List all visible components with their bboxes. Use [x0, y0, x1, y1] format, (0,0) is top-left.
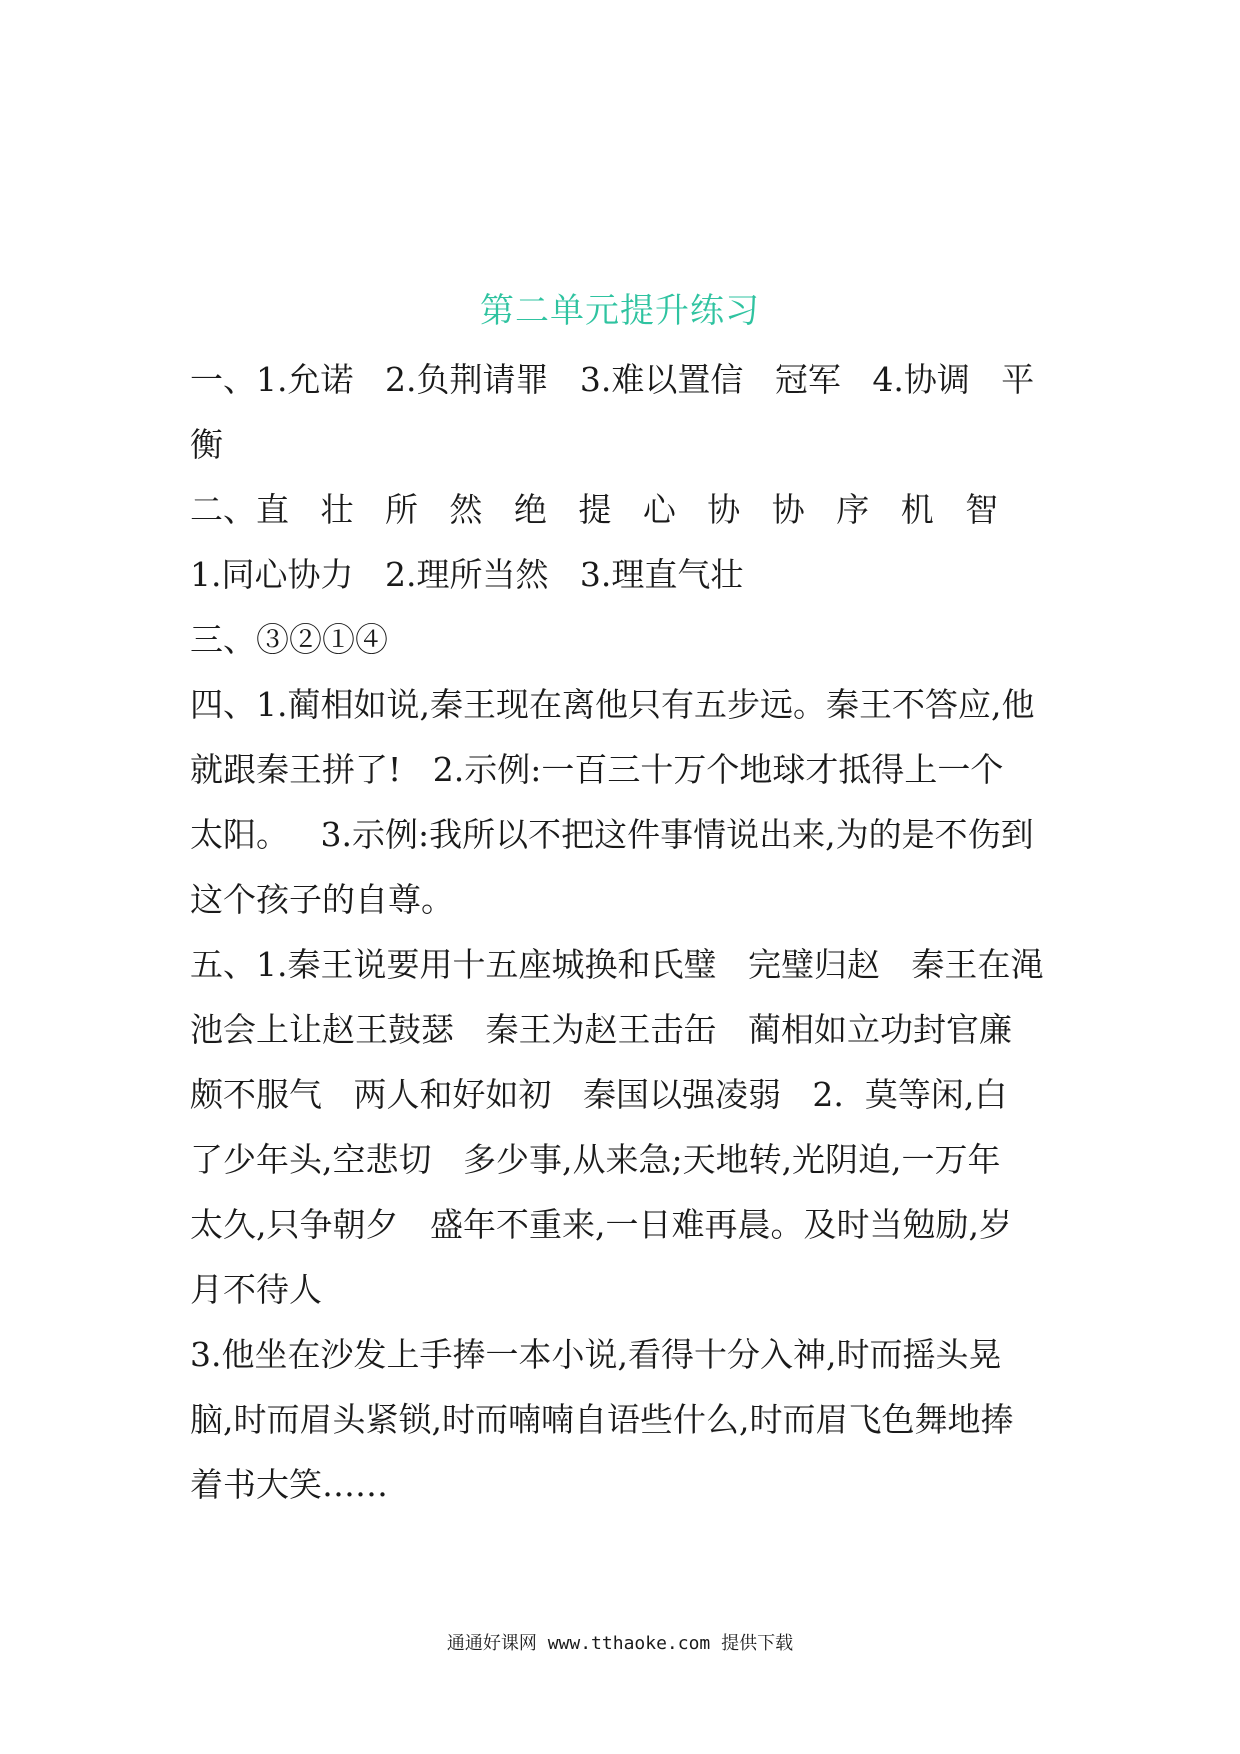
answer-line: 三、③②①④ — [190, 620, 388, 659]
answer-line: 月不待人 — [190, 1270, 322, 1309]
answer-line: 1.同心协力 2.理所当然 3.理直气壮 — [190, 555, 744, 594]
answer-line: 一、1.允诺 2.负荆请罪 3.难以置信 冠军 4.协调 平 — [190, 360, 1035, 399]
answer-line: 四、1.蔺相如说,秦王现在离他只有五步远。秦王不答应,他 — [190, 685, 1035, 724]
page-title: 第二单元提升练习 — [480, 291, 760, 331]
answer-line: 了少年头,空悲切 多少事,从来急;天地转,光阴迫,一万年 — [190, 1140, 1001, 1179]
answer-line: 脑,时而眉头紧锁,时而喃喃自语些什么,时而眉飞色舞地捧 — [190, 1400, 1014, 1439]
answer-line: 二、直 壮 所 然 绝 提 心 协 协 序 机 智 — [190, 490, 999, 529]
answer-line: 3.他坐在沙发上手捧一本小说,看得十分入神,时而摇头晃 — [190, 1335, 1002, 1374]
answer-line: 五、1.秦王说要用十五座城换和氏璧 完璧归赵 秦王在渑 — [190, 945, 1044, 984]
answer-line: 这个孩子的自尊。 — [190, 880, 454, 919]
answer-line: 太阳。 3.示例:我所以不把这件事情说出来,为的是不伤到 — [190, 815, 1034, 854]
answer-line: 池会上让赵王鼓瑟 秦王为赵王击缶 蔺相如立功封官廉 — [190, 1010, 1012, 1049]
footer-credit: 通通好课网 www.tthaoke.com 提供下载 — [446, 1633, 794, 1654]
answer-line: 着书大笑…… — [190, 1465, 388, 1504]
answer-line: 太久,只争朝夕 盛年不重来,一日难再晨。及时当勉励,岁 — [190, 1205, 1012, 1244]
answer-line: 颇不服气 两人和好如初 秦国以强凌弱 2. 莫等闲,白 — [190, 1075, 1008, 1114]
answer-line: 就跟秦王拼了! 2.示例:一百三十万个地球才抵得上一个 — [190, 750, 1004, 789]
answer-line: 衡 — [190, 425, 223, 464]
